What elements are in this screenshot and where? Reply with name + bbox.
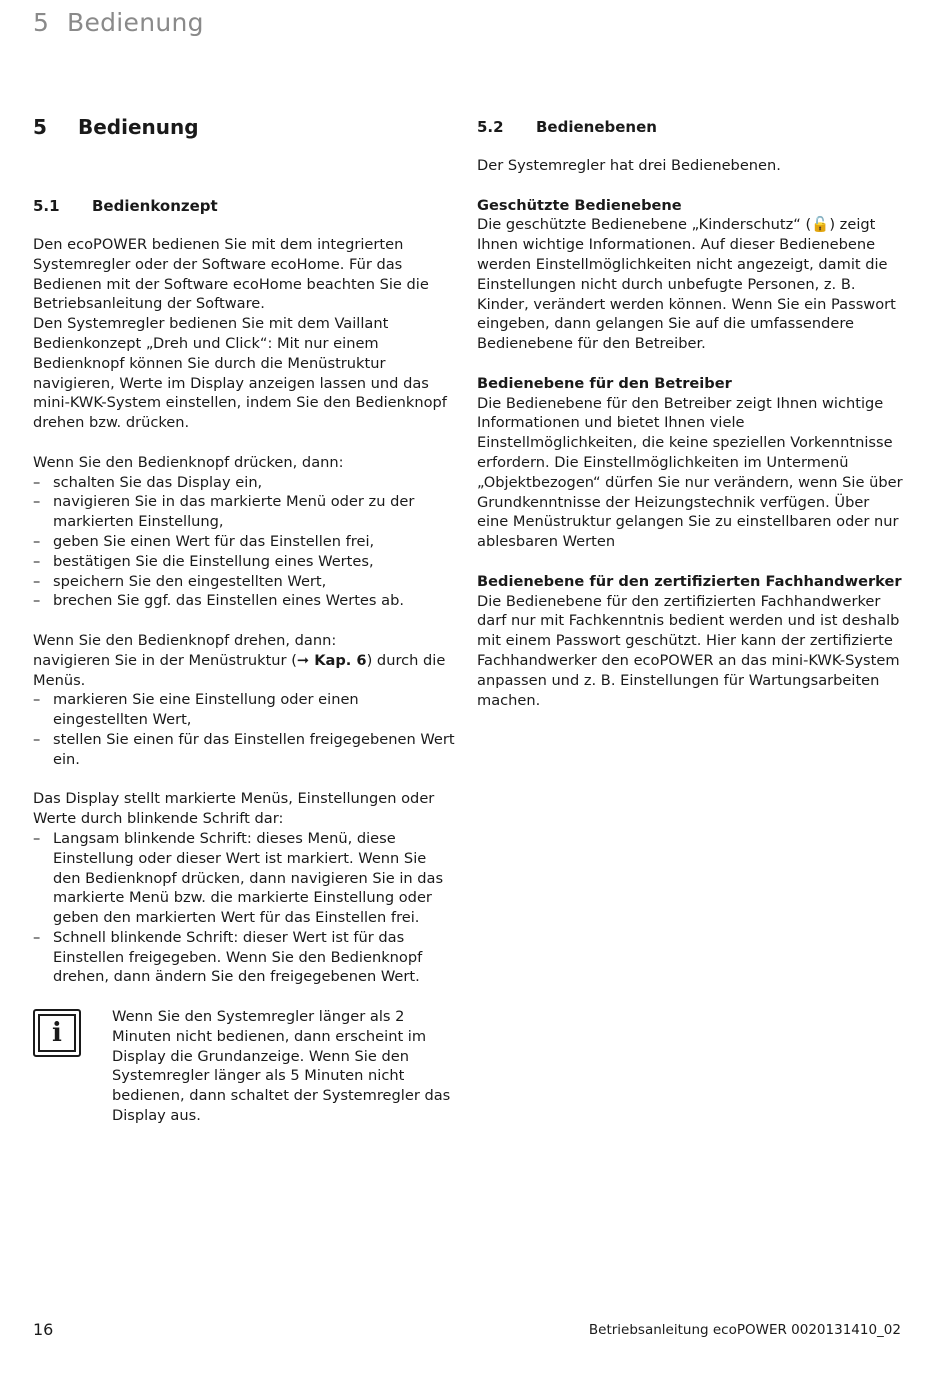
intro-paragraph-2: Den Systemregler bedienen Sie mit dem Vaillant Bedienkonzept „Dreh und Click“: Mit nur einem Bedienknopf können Sie durch die Menüstruktur navigieren, Werte im Display anzeigen lassen und das mini-KWK-System einstellen, indem Sie den Bedienknopf drehen bzw. drücken. bbox=[33, 315, 447, 432]
info-icon-letter: i bbox=[52, 1018, 62, 1049]
display-intro: Das Display stellt markierte Menüs, Einstellungen oder Werte durch blinkende Schrift dar: bbox=[33, 790, 435, 828]
list-item: – bestätigen Sie die Einstellung eines Wertes, bbox=[33, 552, 458, 572]
section-5-1-heading bbox=[33, 193, 458, 219]
level-installer-text: Die Bedienebene für den zertifizierten Fachhandwerker darf nur mit Fachkenntnis bedient werden und ist deshalb mit einem Passwort geschützt. Hier kann der zertifizierte Fachhandwerker den ecoPOWER an das mini-KWK-System anpassen und z. B. Einstellungen für Wartungsarbeiten machen. bbox=[477, 592, 900, 709]
section-5-1-number: 5.1 bbox=[33, 197, 60, 215]
press-intro: Wenn Sie den Bedienknopf drücken, dann: bbox=[33, 453, 344, 471]
display-list bbox=[33, 829, 458, 987]
turn-text-before: navigieren Sie in der Menüstruktur ( bbox=[33, 651, 297, 669]
left-column bbox=[33, 114, 458, 1126]
section-5-2-number: 5.2 bbox=[477, 118, 504, 136]
list-item: – stellen Sie einen für das Einstellen freigegebenen Wert ein. bbox=[33, 730, 458, 770]
running-header-title: Bedienung bbox=[67, 8, 204, 37]
running-header bbox=[33, 8, 204, 37]
turn-text bbox=[33, 651, 458, 691]
list-item: – speichern Sie den eingestellten Wert, bbox=[33, 572, 458, 592]
turn-list bbox=[33, 690, 458, 769]
turn-text-after: ) durch die Menüs. bbox=[33, 651, 446, 689]
intro-paragraph-1: Den ecoPOWER bedienen Sie mit dem integrierten Systemregler oder der Software ecoHome. Für das Bedienen mit der Software ecoHome beachten Sie die Betriebsanleitung der Software. bbox=[33, 236, 429, 313]
level-operator-title: Bedienebene für den Betreiber bbox=[477, 374, 732, 392]
level-protected-text: Die geschützte Bedienebene „Kinderschutz“ (🔓) zeigt Ihnen wichtige Informationen. Auf dieser Bedienebene werden Einstellmöglichkeiten nicht angezeigt, damit die Einstellungen nicht durch unbefugte Personen, z. B. Kinder, verändert werden können. Wenn Sie ein Passwort eingeben, dann gelangen Sie auf die umfassendere Bedienebene für den Betreiber. bbox=[477, 216, 896, 353]
level-operator-text: Die Bedienebene für den Betreiber zeigt Ihnen wichtige Informationen und bietet Ihnen viele Einstellmöglichkeiten, die keine speziellen Vorkenntnisse erfordern. Die Einstellmöglichkeiten im Untermenü „Objektbezogen“ dürfen Sie nur verändern, wenn Sie über Grundkenntnisse der Heizungstechnik verfügen. Über eine Menüstruktur gelangen Sie zu einstellbaren oder nur ablesbaren Werten bbox=[477, 394, 903, 551]
chapter-heading bbox=[33, 114, 458, 140]
section-5-2-intro: Der Systemregler hat drei Bedienebenen. bbox=[477, 157, 781, 174]
level-protected-title: Geschützte Bedienebene bbox=[477, 196, 682, 214]
info-note bbox=[33, 1007, 458, 1126]
press-list bbox=[33, 473, 458, 612]
right-column bbox=[477, 114, 905, 710]
list-item: – Schnell blinkende Schrift: dieser Wert ist für das Einstellen freigegeben. Wenn Sie den Bedienknopf drehen, dann ändern Sie den freigegebenen Wert. bbox=[33, 928, 458, 987]
list-item: – markieren Sie eine Einstellung oder einen eingestellten Wert, bbox=[33, 690, 458, 730]
chapter-number: 5 bbox=[33, 115, 47, 139]
info-icon bbox=[33, 1009, 81, 1057]
running-header-number: 5 bbox=[33, 8, 50, 37]
list-item: – Langsam blinkende Schrift: dieses Menü, diese Einstellung oder dieser Wert ist markiert. Wenn Sie den Bedienknopf drücken, dann navigieren Sie in das markierte Menü bzw. die markierte Einstellung oder geben den markierten Wert für das Einstellen frei. bbox=[33, 829, 458, 928]
list-item: – brechen Sie ggf. das Einstellen eines Wertes ab. bbox=[33, 591, 458, 611]
level-installer-title: Bedienebene für den zertifizierten Fachhandwerker bbox=[477, 572, 902, 590]
chapter-title: Bedienung bbox=[78, 115, 199, 139]
list-item: – geben Sie einen Wert für das Einstellen frei, bbox=[33, 532, 458, 552]
section-5-2-heading bbox=[477, 114, 905, 140]
info-note-text: Wenn Sie den Systemregler länger als 2 Minuten nicht bedienen, dann erscheint im Display die Grundanzeige. Wenn Sie den Systemregler länger als 5 Minuten nicht bedienen, dann schaltet der Systemregler das Display aus. bbox=[112, 1008, 451, 1125]
chapter-reference-link[interactable]: ➞ Kap. 6 bbox=[296, 651, 367, 669]
section-5-2-title: Bedienebenen bbox=[536, 118, 657, 136]
page-number: 16 bbox=[33, 1320, 54, 1339]
document-id: Betriebsanleitung ecoPOWER 0020131410_02 bbox=[588, 1322, 901, 1338]
section-5-1-title: Bedienkonzept bbox=[92, 197, 218, 215]
turn-intro: Wenn Sie den Bedienknopf drehen, dann: bbox=[33, 631, 337, 649]
list-item: – schalten Sie das Display ein, bbox=[33, 473, 458, 493]
list-item: – navigieren Sie in das markierte Menü oder zu der markierten Einstellung, bbox=[33, 492, 458, 532]
info-icon-inner bbox=[38, 1014, 76, 1052]
